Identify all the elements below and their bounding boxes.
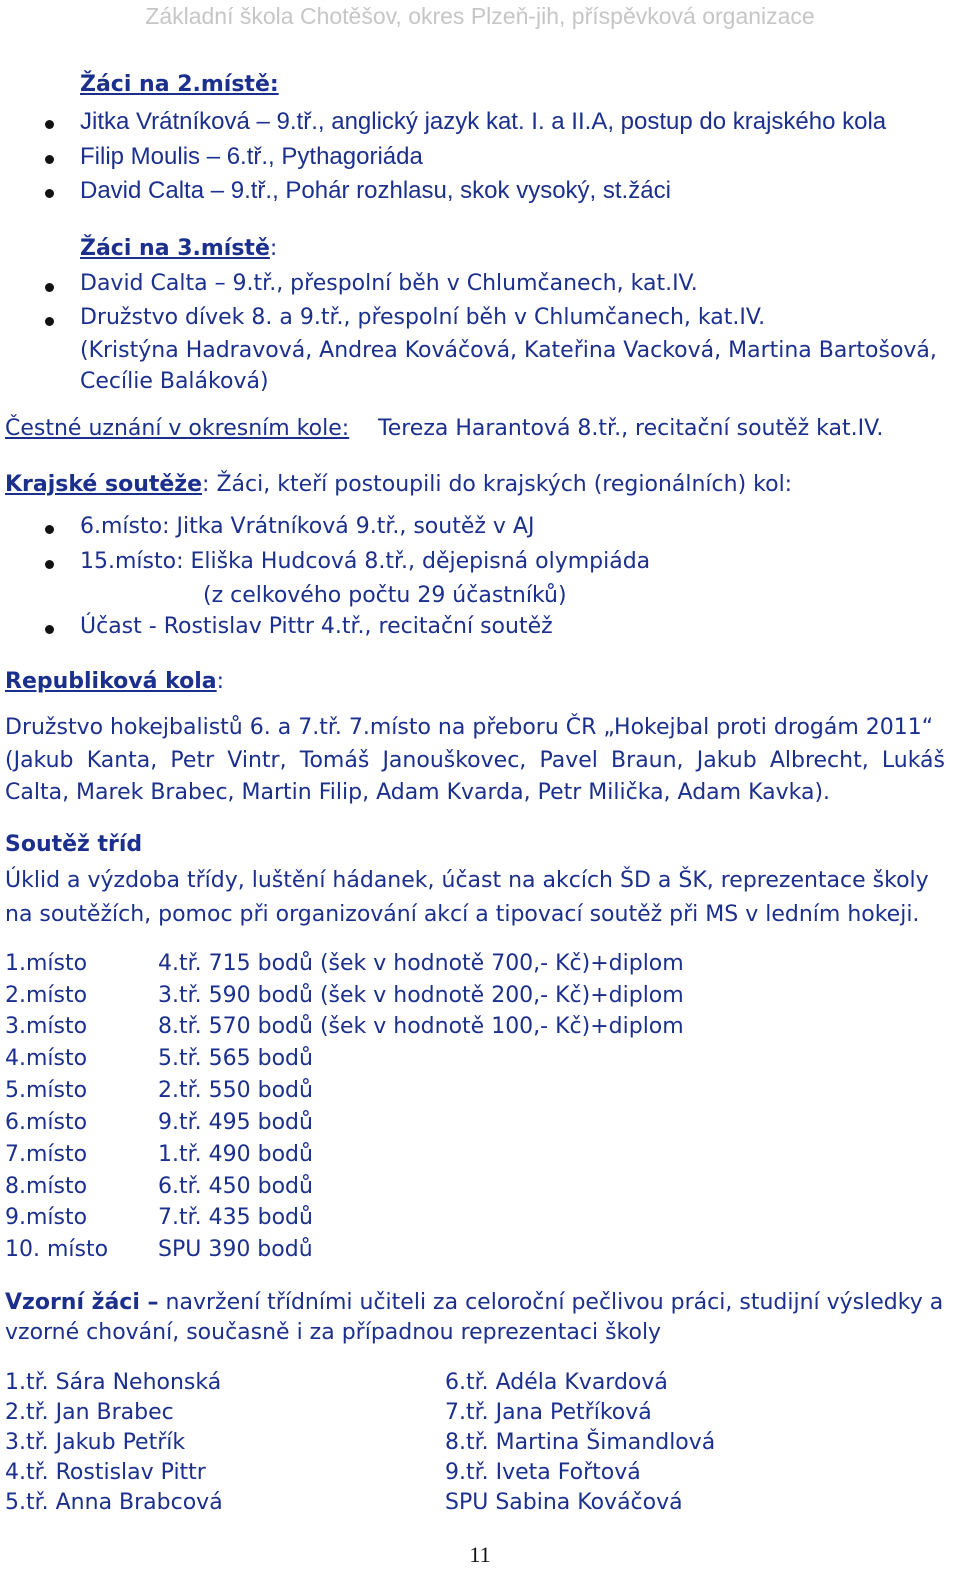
honor-label: Čestné uznání v okresním kole:	[5, 416, 350, 441]
student-entry: 7.tř. Jana Petříková	[445, 1400, 652, 1425]
page-header: Základní škola Chotěšov, okres Plzeň-jih, příspěvková organizace	[145, 3, 815, 29]
national-text: (Jakub Kanta, Petr Vintr, Tomáš Janouškovec, Pavel Braun, Jakub Albrecht, Lukáš	[5, 748, 945, 773]
bullet-icon	[45, 625, 54, 634]
ranking-result: 1.tř. 490 bodů	[158, 1142, 313, 1167]
student-entry: 3.tř. Jakub Petřík	[5, 1430, 186, 1455]
model-students-heading: Vzorní žáci – navržení třídními učiteli za celoroční pečlivou práci, studijní výsledky a	[5, 1290, 944, 1315]
ranking-place: 9.místo	[5, 1205, 88, 1230]
student-entry: SPU Sabina Kováčová	[445, 1490, 683, 1515]
bullet-icon	[45, 560, 54, 569]
regional-heading: Krajské soutěže: Žáci, kteří postoupili do krajských (regionálních) kol:	[5, 472, 793, 497]
class-contest-heading: Soutěž tříd	[5, 832, 143, 857]
ranking-place: 10. místo	[5, 1237, 109, 1262]
student-entry: 6.tř. Adéla Kvardová	[445, 1370, 668, 1395]
ranking-place: 8.místo	[5, 1174, 88, 1199]
ranking-result: 2.tř. 550 bodů	[158, 1078, 313, 1103]
student-entry: 8.tř. Martina Šimandlová	[445, 1430, 716, 1455]
ranking-result: 3.tř. 590 bodů (šek v hodnotě 200,- Kč)+diplom	[158, 983, 684, 1008]
model-students-text: vzorné chování, současně i za případnou reprezentaci školy	[5, 1320, 662, 1345]
ranking-place: 1.místo	[5, 951, 88, 976]
regional-item: Účast - Rostislav Pittr 4.tř., recitační soutěž	[80, 614, 553, 639]
second-place-heading: Žáci na 2.místě:	[80, 72, 279, 97]
ranking-result: 4.tř. 715 bodů (šek v hodnotě 700,- Kč)+diplom	[158, 951, 684, 976]
bullet-icon	[45, 525, 54, 534]
student-entry: 9.tř. Iveta Fořtová	[445, 1460, 641, 1485]
honor-value: Tereza Harantová 8.tř., recitační soutěž kat.IV.	[378, 416, 884, 441]
ranking-place: 2.místo	[5, 983, 88, 1008]
bullet-icon	[45, 189, 54, 198]
third-place-names: (Kristýna Hadravová, Andrea Kováčová, Kateřina Vacková, Martina Bartošová,	[80, 338, 937, 363]
ranking-place: 5.místo	[5, 1078, 88, 1103]
third-place-names: Cecílie Baláková)	[80, 369, 269, 394]
regional-item: 6.místo: Jitka Vrátníková 9.tř., soutěž v AJ	[80, 514, 535, 539]
student-entry: 1.tř. Sára Nehonská	[5, 1370, 222, 1395]
student-entry: 4.tř. Rostislav Pittr	[5, 1460, 206, 1485]
third-place-item: David Calta – 9.tř., přespolní běh v Chlumčanech, kat.IV.	[80, 271, 698, 296]
ranking-result: SPU 390 bodů	[158, 1237, 313, 1262]
regional-item: 15.místo: Eliška Hudcová 8.tř., dějepisná olympiáda	[80, 549, 651, 574]
bullet-icon	[45, 317, 54, 326]
national-heading: Republiková kola:	[5, 669, 225, 694]
bullet-icon	[45, 120, 54, 129]
third-place-heading: Žáci na 3.místě:	[80, 236, 278, 261]
page-number: 11	[469, 1542, 491, 1567]
second-place-item: Jitka Vrátníková – 9.tř., anglický jazyk kat. I. a II.A, postup do krajského kola	[80, 108, 887, 135]
second-place-item: Filip Moulis – 6.tř., Pythagoriáda	[80, 143, 423, 170]
ranking-result: 7.tř. 435 bodů	[158, 1205, 313, 1230]
ranking-place: 6.místo	[5, 1110, 88, 1135]
ranking-result: 9.tř. 495 bodů	[158, 1110, 313, 1135]
ranking-result: 5.tř. 565 bodů	[158, 1046, 313, 1071]
ranking-place: 4.místo	[5, 1046, 88, 1071]
ranking-place: 7.místo	[5, 1142, 88, 1167]
student-entry: 2.tř. Jan Brabec	[5, 1400, 174, 1425]
class-contest-text: na soutěžích, pomoc při organizování akcí a tipovací soutěž při MS v ledním hokeji.	[5, 902, 920, 927]
bullet-icon	[45, 283, 54, 292]
bullet-icon	[45, 155, 54, 164]
national-text: Družstvo hokejbalistů 6. a 7.tř. 7.místo na přeboru ČR „Hokejbal proti drogám 2011“	[5, 715, 934, 740]
class-contest-text: Úklid a výzdoba třídy, luštění hádanek, účast na akcích ŠD a ŠK, reprezentace školy	[5, 868, 929, 893]
regional-note: (z celkového počtu 29 účastníků)	[203, 583, 567, 608]
second-place-item: David Calta – 9.tř., Pohár rozhlasu, skok vysoký, st.žáci	[80, 177, 671, 204]
ranking-result: 8.tř. 570 bodů (šek v hodnotě 100,- Kč)+diplom	[158, 1014, 684, 1039]
national-text: Calta, Marek Brabec, Martin Filip, Adam Kvarda, Petr Milička, Adam Kavka).	[5, 780, 831, 805]
ranking-place: 3.místo	[5, 1014, 88, 1039]
student-entry: 5.tř. Anna Brabcová	[5, 1490, 223, 1515]
third-place-item: Družstvo dívek 8. a 9.tř., přespolní běh v Chlumčanech, kat.IV.	[80, 305, 766, 330]
ranking-result: 6.tř. 450 bodů	[158, 1174, 313, 1199]
